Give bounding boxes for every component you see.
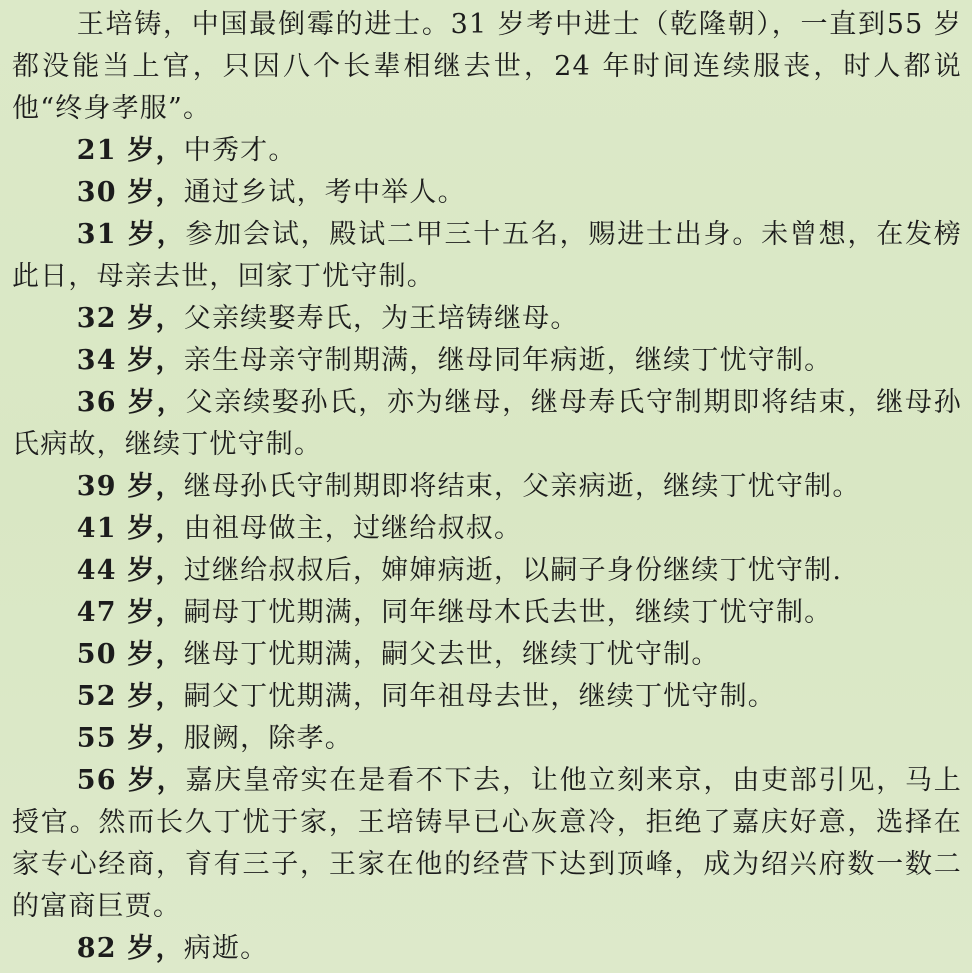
timeline-entry xyxy=(12,172,962,214)
entry-age: 39 岁 xyxy=(76,471,156,502)
entry-text: 参加会试，殿试二甲三十五名，赐进士出身。未曾想，在发榜此日，母亲去世，回家丁忧守制。 xyxy=(12,219,962,292)
entry-age: 32 岁 xyxy=(76,303,156,334)
timeline-entry xyxy=(12,466,962,508)
timeline-entry xyxy=(12,550,962,592)
entry-separator: ， xyxy=(155,177,184,208)
entry-text: 嗣母丁忧期满，同年继母木氏去世，继续丁忧守制。 xyxy=(183,597,833,628)
entry-separator: ， xyxy=(155,639,184,670)
timeline-entry xyxy=(12,298,962,340)
timeline-entry xyxy=(12,340,962,382)
entry-separator: ， xyxy=(155,345,184,376)
entry-age: 82 岁 xyxy=(76,933,156,964)
timeline-entry xyxy=(12,718,962,760)
entry-text: 嗣父丁忧期满，同年祖母去世，继续丁忧守制。 xyxy=(183,681,776,712)
entry-text: 亲生母亲守制期满，继母同年病逝，继续丁忧守制。 xyxy=(183,345,833,376)
entry-separator: ， xyxy=(155,513,184,544)
entry-text: 继母孙氏守制期即将结束，父亲病逝，继续丁忧守制。 xyxy=(183,471,861,502)
entry-separator: ， xyxy=(156,387,186,418)
entry-age: 55 岁 xyxy=(76,723,156,754)
entry-age: 34 岁 xyxy=(76,345,156,376)
entry-text: 父亲续娶孙氏，亦为继母，继母寿氏守制期即将结束，继母孙氏病故，继续丁忧守制。 xyxy=(12,387,962,460)
entry-text: 过继给叔叔后，婶婶病逝，以嗣子身份继续丁忧守制. xyxy=(183,555,843,586)
timeline-entry xyxy=(12,508,962,550)
entry-text: 继母丁忧期满，嗣父去世，继续丁忧守制。 xyxy=(183,639,720,670)
timeline-entry xyxy=(12,214,962,298)
entry-separator: ， xyxy=(155,933,184,964)
entry-age: 44 岁 xyxy=(76,555,156,586)
entry-age: 36 岁 xyxy=(76,387,157,418)
entry-text: 病逝。 xyxy=(183,933,269,964)
timeline-entry xyxy=(12,130,962,172)
entry-separator: ， xyxy=(155,135,184,166)
entry-text: 由祖母做主，过继给叔叔。 xyxy=(183,513,523,544)
entry-age: 30 岁 xyxy=(76,177,156,208)
entry-separator: ， xyxy=(156,765,186,796)
timeline-entry xyxy=(12,382,962,466)
entry-age: 47 岁 xyxy=(76,597,156,628)
entry-separator: ， xyxy=(155,681,184,712)
entry-age: 21 岁 xyxy=(76,135,156,166)
entry-text: 父亲续娶寿氏，为王培铸继母。 xyxy=(183,303,579,334)
entry-age: 52 岁 xyxy=(76,681,156,712)
entry-text: 服阙，除孝。 xyxy=(183,723,353,754)
entry-text: 通过乡试，考中举人。 xyxy=(183,177,466,208)
entry-age: 56 岁 xyxy=(76,765,157,796)
entry-age: 31 岁 xyxy=(76,219,157,250)
timeline-entry xyxy=(12,592,962,634)
intro-paragraph: 王培铸，中国最倒霉的进士。31 岁考中进士（乾隆朝），一直到55 岁都没能当上官，只因八个长辈相继去世，24 年时间连续服丧，时人都说他“终身孝服”。 xyxy=(12,9,962,124)
entry-age: 41 岁 xyxy=(76,513,156,544)
entry-text: 中秀才。 xyxy=(183,135,297,166)
entry-separator: ， xyxy=(155,555,184,586)
timeline-entry xyxy=(12,676,962,718)
entry-separator: ， xyxy=(155,723,184,754)
entry-text: 嘉庆皇帝实在是看不下去，让他立刻来京，由吏部引见，马上授官。然而长久丁忧于家，王培铸早已心灰意冷，拒绝了嘉庆好意，选择在家专心经商，育有三子，王家在他的经营下达到顶峰，成为绍兴府数一数二的富商巨贾。 xyxy=(12,765,962,922)
timeline-entry xyxy=(12,760,962,928)
entry-separator: ， xyxy=(156,219,186,250)
entry-separator: ， xyxy=(155,597,184,628)
entry-separator: ， xyxy=(155,303,184,334)
entry-separator: ， xyxy=(155,471,184,502)
entry-age: 50 岁 xyxy=(76,639,156,670)
timeline-entry xyxy=(12,634,962,676)
timeline-entry xyxy=(12,928,962,970)
